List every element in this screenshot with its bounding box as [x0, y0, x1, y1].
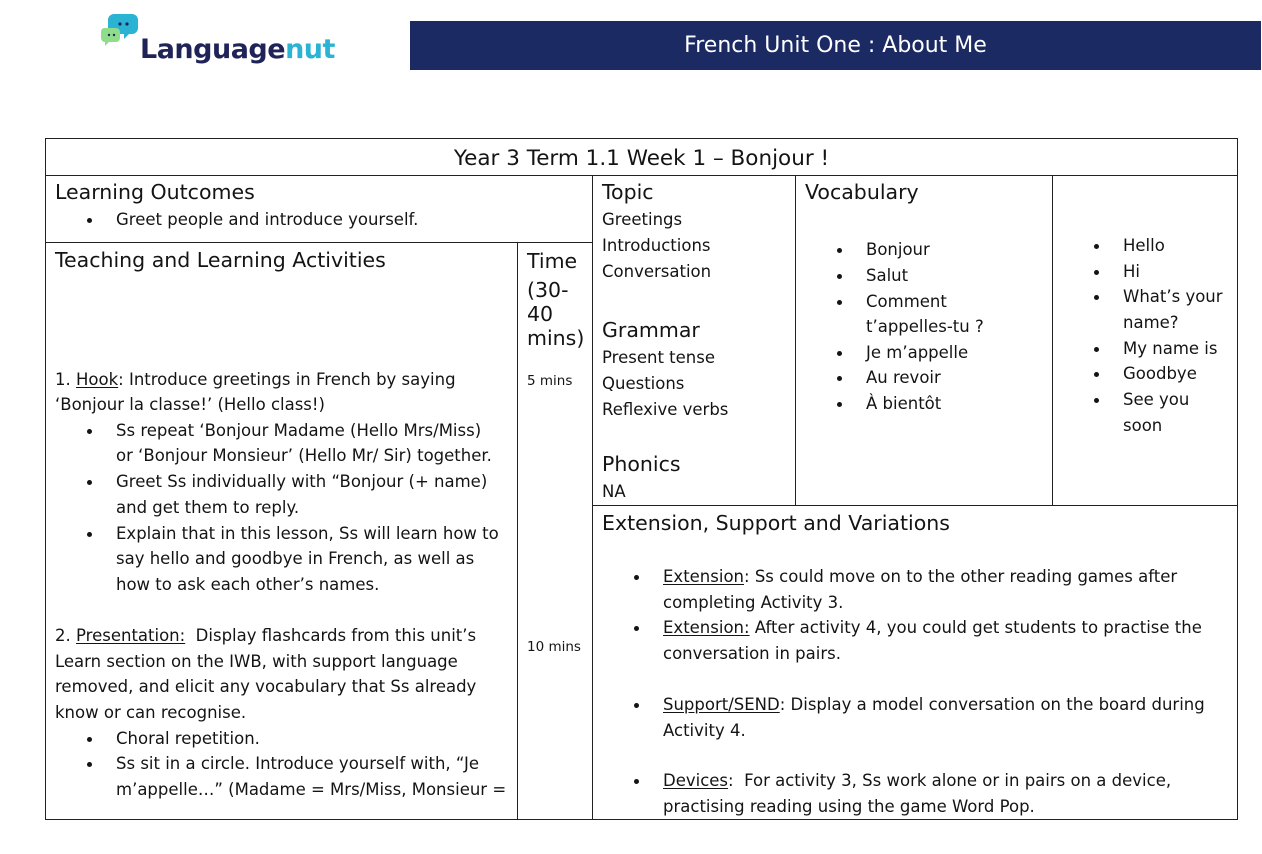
- activities-heading: Teaching and Learning Activities: [55, 248, 386, 272]
- grammar-item: Present tense: [602, 348, 715, 367]
- presentation-step: 2. Presentation: Display flashcards from this unit’s: [55, 626, 477, 645]
- vocab-english-item: Goodbye: [1123, 364, 1197, 383]
- phonics-heading: Phonics: [602, 452, 681, 476]
- learning-outcome-item: Greet people and introduce yourself.: [116, 210, 419, 229]
- time-heading-line: 40: [527, 302, 554, 326]
- grammar-item: Reflexive verbs: [602, 400, 729, 419]
- hook-text-line: ‘Bonjour la classe!’ (Hello class!): [55, 395, 325, 414]
- topic-item: Conversation: [602, 262, 712, 281]
- hook-bullet-3-cont: how to ask each other’s names.: [116, 575, 380, 594]
- extension-item-cont: completing Activity 3.: [663, 593, 844, 612]
- topic-heading: Topic: [602, 180, 654, 204]
- hook-label: Hook: [76, 370, 119, 389]
- vocab-french-item: À bientôt: [866, 394, 942, 413]
- vocab-english-item: What’s your: [1123, 287, 1223, 306]
- vocab-french-item: Bonjour: [866, 240, 930, 259]
- vocab-english-item: See you: [1123, 390, 1190, 409]
- grammar-heading: Grammar: [602, 318, 700, 342]
- vocab-french-item: Comment: [866, 292, 947, 311]
- hook-bullet-2: Greet Ss individually with “Bonjour (+ name): [116, 472, 488, 491]
- hook-step: 1. Hook: Introduce greetings in French by saying: [55, 370, 456, 389]
- extension-item: Extension: Ss could move on to the other reading games after: [663, 567, 1178, 586]
- topic-item: Greetings: [602, 210, 683, 229]
- vocab-french-item: Salut: [866, 266, 909, 285]
- support-item: Support/SEND: Display a model conversation on the board during: [663, 695, 1205, 714]
- hook-bullet-3-cont: say hello and goodbye in French, as well as: [116, 549, 475, 568]
- vocab-english-item: My name is: [1123, 339, 1218, 358]
- vocab-english-item-cont: name?: [1123, 313, 1179, 332]
- vocab-french-item-cont: t’appelles-tu ?: [866, 317, 984, 336]
- vocabulary-heading: Vocabulary: [805, 180, 919, 204]
- topic-item: Introductions: [602, 236, 711, 255]
- presentation-label: Presentation:: [76, 626, 186, 645]
- hook-bullet-1-cont: or ‘Bonjour Monsieur’ (Hello Mr/ Sir) together.: [116, 446, 492, 465]
- presentation-text-line: Learn section on the IWB, with support language: [55, 652, 458, 671]
- presentation-bullet-2-cont: m’appelle…” (Madame = Mrs/Miss, Monsieur =: [116, 780, 507, 799]
- extension-item-cont: conversation in pairs.: [663, 644, 841, 663]
- time-heading-line: (30-: [527, 278, 569, 302]
- lesson-title: Year 3 Term 1.1 Week 1 – Bonjour !: [453, 146, 830, 171]
- extension-item: Extension: After activity 4, you could get students to practise the: [663, 618, 1202, 637]
- presentation-time: 10 mins: [527, 639, 581, 655]
- presentation-bullet-2: Ss sit in a circle. Introduce yourself with, “Je: [116, 754, 479, 773]
- vocab-french-item: Je m’appelle: [866, 343, 969, 362]
- devices-item: Devices: For activity 3, Ss work alone or in pairs on a device,: [663, 771, 1172, 790]
- time-heading-line: mins): [527, 326, 585, 350]
- vocab-english-item-cont: soon: [1123, 416, 1163, 435]
- hook-bullet-2-cont: and get them to reply.: [116, 498, 300, 517]
- presentation-bullet-1: Choral repetition.: [116, 729, 260, 748]
- presentation-text-line: know or can recognise.: [55, 703, 247, 722]
- grammar-item: Questions: [602, 374, 685, 393]
- time-heading: Time: [527, 249, 578, 273]
- devices-item-cont: practising reading using the game Word Pop.: [663, 797, 1035, 816]
- vocab-english-item: Hello: [1123, 236, 1165, 255]
- presentation-text-line: removed, and elicit any vocabulary that Ss already: [55, 677, 477, 696]
- support-item-cont: Activity 4.: [663, 721, 746, 740]
- hook-bullet-3: Explain that in this lesson, Ss will learn how to: [116, 524, 499, 543]
- learning-outcomes-heading: Learning Outcomes: [55, 180, 255, 204]
- hook-bullet-1: Ss repeat ‘Bonjour Madame (Hello Mrs/Miss): [116, 421, 482, 440]
- hook-time: 5 mins: [527, 373, 573, 389]
- logo-wordmark: Languagenut: [140, 34, 335, 65]
- vocab-french-item: Au revoir: [866, 368, 941, 387]
- phonics-item: NA: [602, 482, 626, 501]
- extension-heading: Extension, Support and Variations: [602, 511, 950, 535]
- unit-title: French Unit One : About Me: [684, 33, 987, 58]
- vocab-english-item: Hi: [1123, 262, 1140, 281]
